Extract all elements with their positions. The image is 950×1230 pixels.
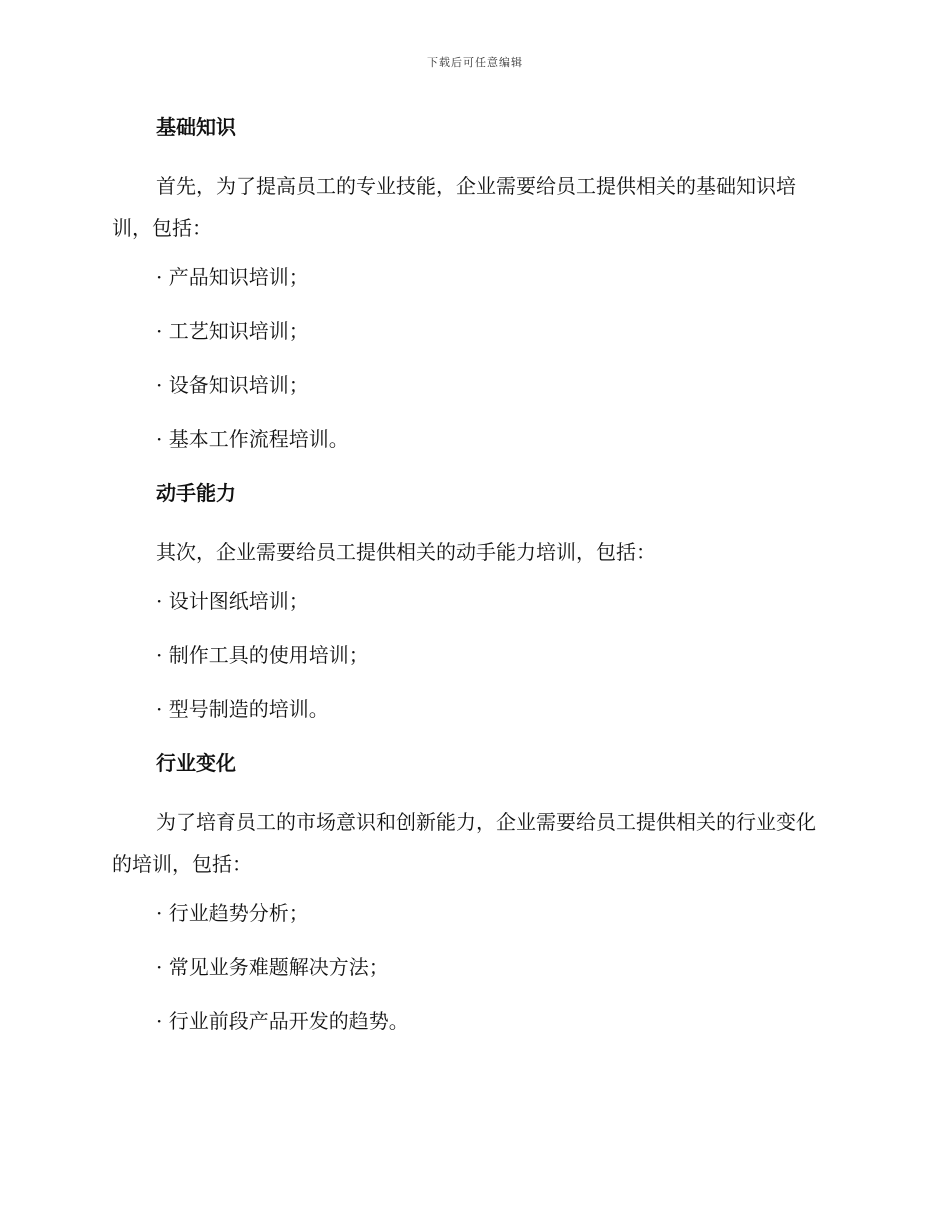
list-item: · 型号制造的培训。 [156,697,329,721]
list-item: · 基本工作流程培训。 [156,427,349,451]
list-item: · 制作工具的使用培训； [156,643,369,667]
section-heading-industry-change: 行业变化 [156,751,236,775]
list-item: · 行业趋势分析； [156,901,309,925]
section-heading-basic-knowledge: 基础知识 [156,115,236,139]
section-paragraph-basic-knowledge: 首先，为了提高员工的专业技能，企业需要给员工提供相关的基础知识培训，包括： [112,174,796,240]
document-body [112,111,832,1059]
list-item: · 工艺知识培训； [156,319,309,343]
list-item: · 常见业务难题解决方法； [156,955,389,979]
list-item: · 设计图纸培训； [156,589,309,613]
list-item: · 产品知识培训； [156,265,309,289]
header-note: 下载后可任意编辑 [427,56,523,69]
section-paragraph-industry-change: 为了培育员工的市场意识和创新能力，企业需要给员工提供相关的行业变化的培训，包括： [112,810,816,876]
list-item: · 设备知识培训； [156,373,309,397]
section-paragraph-hands-on: 其次，企业需要给员工提供相关的动手能力培训，包括： [156,540,656,564]
section-heading-hands-on: 动手能力 [156,481,236,505]
list-item: · 行业前段产品开发的趋势。 [156,1009,409,1033]
